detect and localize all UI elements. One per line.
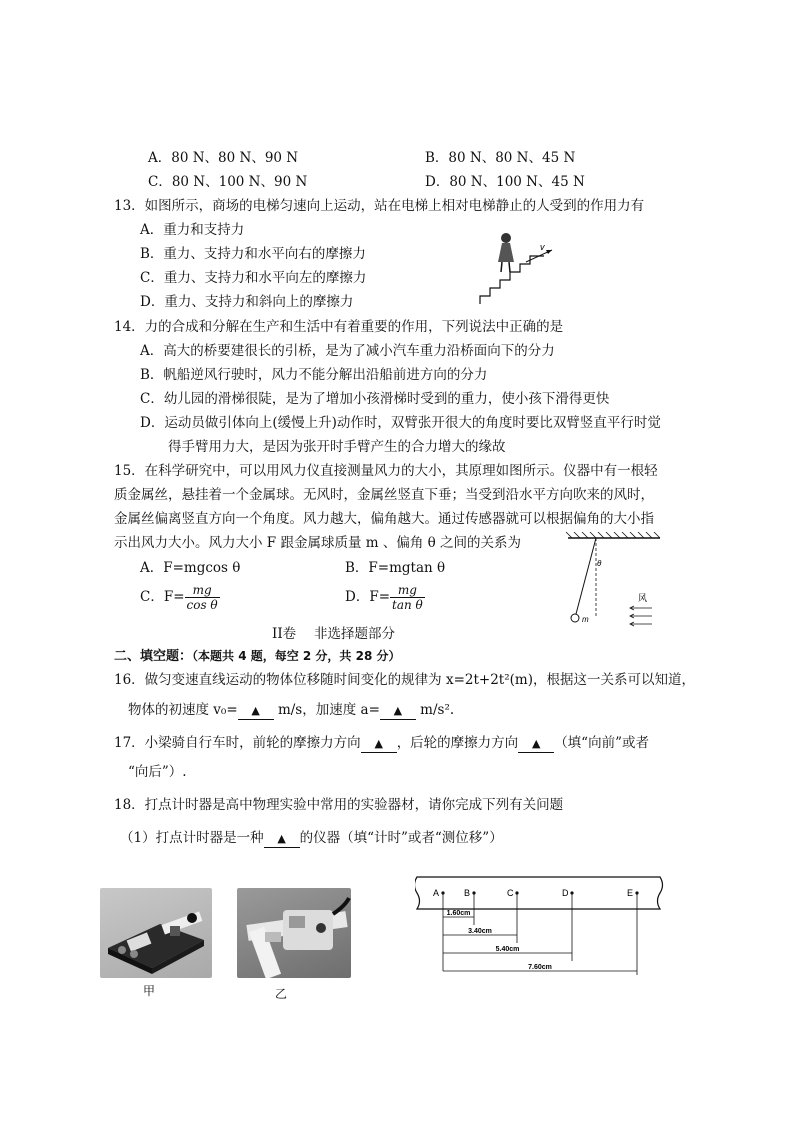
q18-sub1-part-a: （1）打点计时器是一种 (120, 830, 264, 846)
q14-option-c: C．幼儿园的滑梯很陡，是为了增加小孩滑梯时受到的重力，使小孩下滑得更快 (140, 391, 610, 407)
q15-line-1: 15．在科学研究中，可以用风力仪直接测量风力的大小，其原理如图所示。仪器中有一根轻 (114, 463, 658, 479)
q13-option-b: B．重力、支持力和水平向右的摩擦力 (140, 246, 366, 262)
q14-option-d: D．运动员做引体向上(缓慢上升)动作时，双臂张开很大的角度时要比双臂竖直平行时觉 (140, 415, 661, 431)
q15-option-c-prefix: C．F= (140, 589, 185, 605)
q14-option-b: B．帆船逆风行驶时，风力不能分解出沿船前进方向的分力 (140, 367, 488, 383)
q17-part-2: ，后轮的摩擦力方向 (396, 735, 519, 751)
q16-part-a: 物体的初速度 v₀= (128, 702, 238, 718)
q17-line-2: “向后”）. (128, 764, 187, 780)
q12-option-b: B．80 N、80 N、45 N (425, 150, 576, 166)
q15-option-c-fraction (185, 583, 220, 612)
tape-point-label: B (464, 888, 471, 898)
tape-dimension-label: 1.60cm (446, 910, 471, 917)
q12-option-a: A．80 N、80 N、90 N (148, 150, 299, 166)
q12-option-c: C．80 N、100 N、90 N (148, 174, 308, 190)
q18-sub1-part-b: 的仪器（填“计时”或者“测位移”） (299, 830, 503, 846)
q16-part-b: m/s，加速度 a= (273, 702, 380, 718)
q15-line-4: 示出风力大小。风力大小 F 跟金属球质量 m 、偏角 θ 之间的关系为 (114, 535, 522, 551)
tape-point-label: D (562, 888, 569, 898)
tape-point-label: A (433, 888, 440, 898)
angle-label: θ (597, 559, 602, 568)
escalator-figure (472, 228, 562, 308)
q15-option-b: B．F=mgtan θ (345, 560, 446, 576)
q18-stem: 18．打点计时器是高中物理实验中常用的实验器材，请你完成下列有关问题 (114, 797, 564, 813)
q14-option-d-cont: 得手臂用力大，是因为张开时手臂产生的合力增大的缘故 (168, 439, 506, 455)
q17-part-3: （填“向前”或者 (554, 735, 649, 751)
fraction-numerator: mg (390, 583, 425, 598)
tape-point-label: E (627, 888, 634, 898)
q16-line-1: 16．做匀变速直线运动的物体位移随时间变化的规律为 x=2t+2t²(m)，根据这一关系可以知道， (114, 672, 695, 688)
q16-blank-2[interactable]: ▲ (380, 703, 416, 720)
q17-line-1 (114, 733, 649, 753)
q16-blank-1[interactable]: ▲ (238, 703, 274, 720)
q13-option-a: A．重力和支持力 (140, 222, 245, 238)
section2-title: 二、填空题： (114, 649, 193, 664)
photo-left-caption: 甲 (143, 984, 156, 998)
q15-line-2: 质金属丝，悬挂着一个金属球。无风时，金属丝竖直下垂；当受到沿水平方向吹来的风时， (114, 487, 654, 503)
paper-tape (415, 877, 663, 909)
photo-right-caption: 乙 (275, 987, 288, 1001)
wind-gauge-figure (560, 530, 670, 630)
q15-option-a: A．F=mgcos θ (140, 560, 241, 576)
tape-point-label: C (507, 888, 514, 898)
q14-option-a: A．高大的桥要建很长的引桥，是为了减小汽车重力沿桥面向下的分力 (140, 343, 555, 359)
spark-timer-drawing (100, 888, 212, 978)
electric-timer-drawing (237, 888, 351, 978)
q12-option-d: D．80 N、100 N、45 N (425, 174, 585, 190)
q15-option-d-prefix: D．F= (345, 589, 391, 605)
photo-spark-timer (100, 888, 212, 978)
paper-tape-diagram (415, 875, 670, 975)
q17-blank-2[interactable]: ▲ (518, 736, 554, 753)
tape-dimension-label: 3.40cm (468, 928, 492, 935)
q13-stem: 13．如图所示，商场的电梯匀速向上运动，站在电梯上相对电梯静止的人受到的作用力有 (114, 198, 645, 214)
q15-line-3: 金属丝偏离竖直方向一个角度。风力越大，偏角越大。通过传感器就可以根据偏角的大小指 (114, 511, 654, 527)
velocity-label: v (540, 242, 545, 252)
q14-stem: 14．力的合成和分解在生产和生活中有着重要的作用，下列说法中正确的是 (114, 319, 564, 335)
tape-dimension-label: 5.40cm (495, 946, 520, 953)
tape-dimension-label: 7.60cm (528, 964, 552, 971)
q15-option-d-fraction (390, 583, 425, 612)
section2-title-line (114, 646, 400, 667)
q15-option-d (345, 582, 425, 612)
q16-line-2 (128, 700, 454, 720)
q18-blank-1[interactable]: ▲ (264, 831, 300, 848)
mass-label: m (582, 615, 589, 624)
q18-sub1 (120, 828, 503, 848)
section2-note: （本题共 4 题，每空 2 分，共 28 分） (192, 649, 401, 663)
fraction-denominator: cos θ (186, 598, 218, 612)
wind-label: 风 (638, 593, 648, 603)
q16-part-c: m/s². (415, 702, 455, 718)
fraction-numerator: mg (185, 583, 220, 598)
q15-option-c (140, 582, 220, 612)
q13-option-c: C．重力、支持力和水平向左的摩擦力 (140, 270, 367, 286)
q17-blank-1[interactable]: ▲ (361, 736, 397, 753)
section2-heading: II卷 非选择题部分 (272, 626, 395, 642)
fraction-denominator: tan θ (392, 598, 423, 612)
q17-part-1: 17．小梁骑自行车时，前轮的摩擦力方向 (114, 735, 361, 751)
q13-option-d: D．重力、支持力和斜向上的摩擦力 (140, 294, 354, 310)
photo-electric-timer (237, 888, 351, 978)
